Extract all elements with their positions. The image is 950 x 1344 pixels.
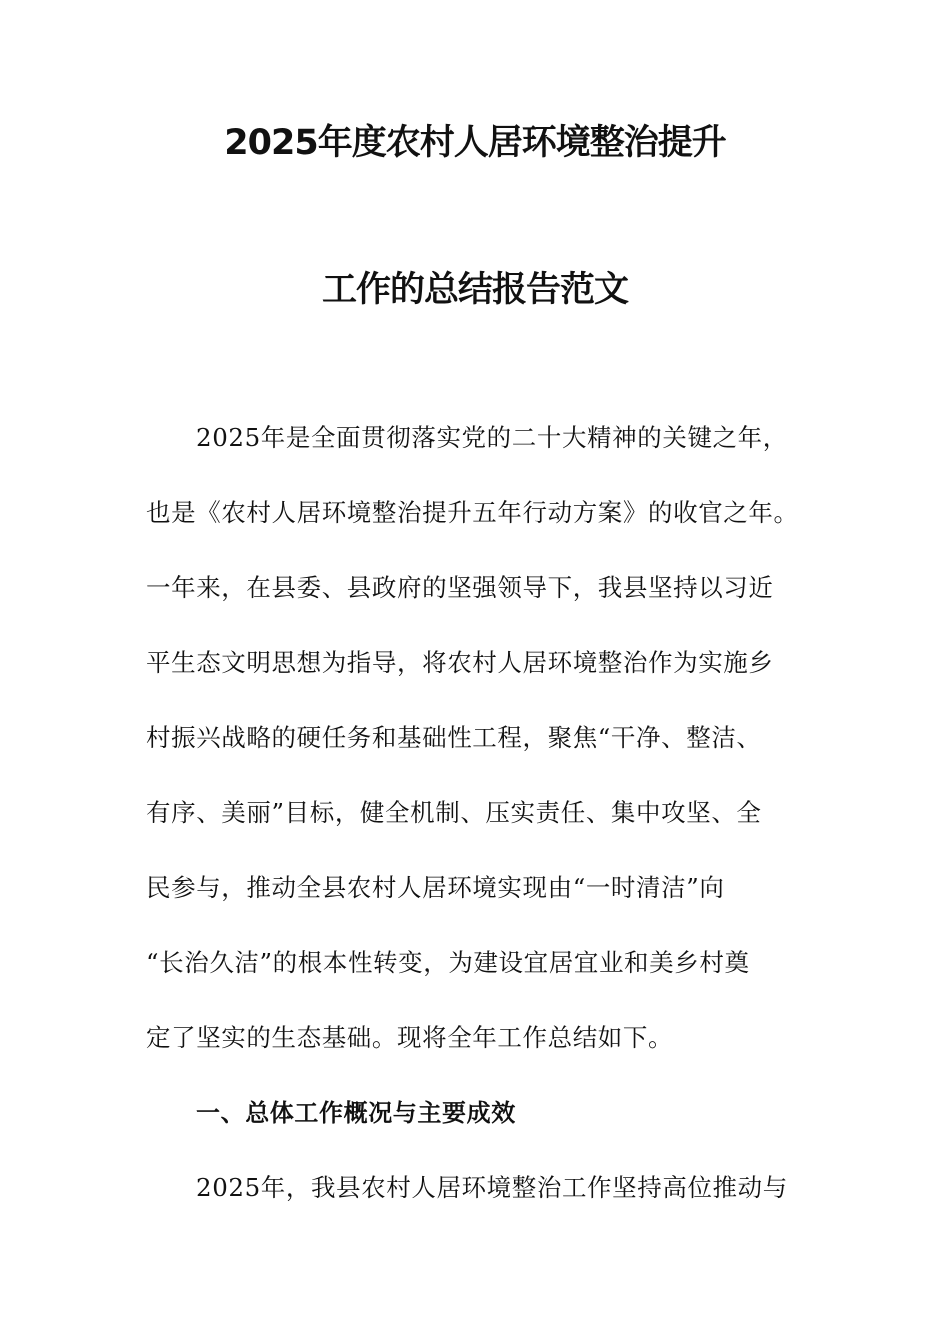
intro-line-9: 定了坚实的生态基础。现将全年工作总结如下。 [146,1023,674,1052]
document-title-line-1: 2025年度农村人居环境整治提升 [224,123,726,163]
intro-line-4: 平生态文明思想为指导，将农村人居环境整治作为实施乡 [146,648,774,677]
section-1-line-1: 2025年，我县农村人居环境整治工作坚持高位推动与 [196,1173,788,1202]
section-1-heading: 一、总体工作概况与主要成效 [196,1099,516,1127]
document-title-line-2: 工作的总结报告范文 [321,270,628,310]
intro-line-6: 有序、美丽”目标，健全机制、压实责任、集中攻坚、全 [146,798,762,827]
intro-line-1: 2025年是全面贯彻落实党的二十大精神的关键之年， [196,423,788,452]
intro-line-8: “长治久洁”的根本性转变，为建设宜居宜业和美乡村奠 [146,948,750,977]
intro-line-2: 也是《农村人居环境整治提升五年行动方案》的收官之年。 [146,498,799,527]
intro-line-7: 民参与，推动全县农村人居环境实现由“一时清洁”向 [146,873,725,902]
intro-line-5: 村振兴战略的硬任务和基础性工程，聚焦“干净、整洁、 [146,723,762,752]
intro-line-3: 一年来，在县委、县政府的坚强领导下，我县坚持以习近 [146,573,774,602]
